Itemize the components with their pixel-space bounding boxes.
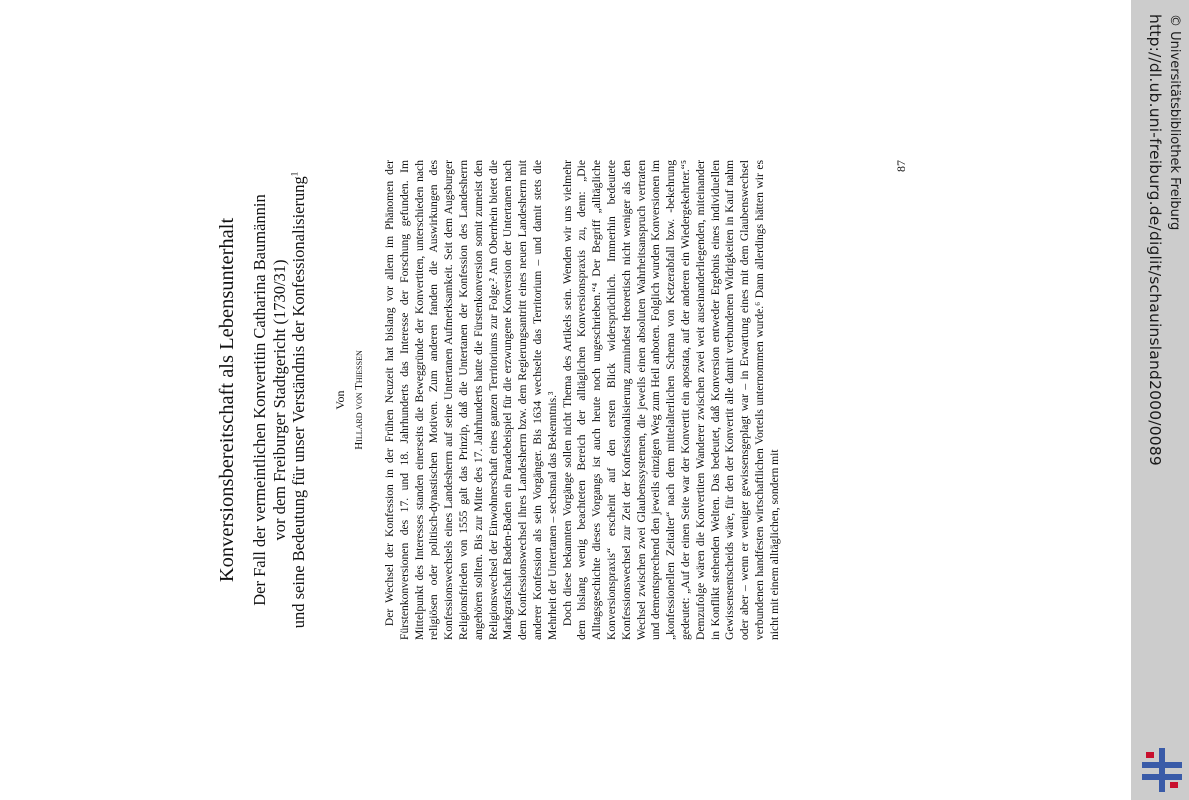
subtitle-line: vor dem Freiburger Stadtgericht (1730/31) bbox=[269, 259, 289, 541]
source-url[interactable]: http://dl.ub.uni-freiburg.de/diglit/schauinsland2000/0089 bbox=[1146, 14, 1164, 466]
subtitle-line: Der Fall der vermeintlichen Konvertitin Catharina Baumännin bbox=[250, 194, 269, 606]
body-paragraph: Der Wechsel der Konfession in der Frühen Neuzeit hat bislang vor allem im Phänomen der Fürstenkonversionen des 17. und 18. Jahrhunderts das Interesse der Forschung gefunden. Im Mittelpunkt des Interesses standen einerseits die Beweggründe der Konvertiten, unterschieden nach religiösen oder politisch-dynastischen Motiven. Zum anderen fanden die Auswirkungen des Konfessionswechsels eines Landesherrn auf seine Untertanen Aufmerksamkeit. Seit dem Augsburger Religionsfrieden von 1555 galt das Prinzip, daß die Untertanen der Konfession des Landesherrn angehören sollten. Bis zur Mitte des 17. Jahrhunderts hatte die Fürstenkonversion somit zumeist den Religionswechsel der Einwohnerschaft eines ganzen Territoriums zur Folge.² Am Oberrhein bietet die Markgrafschaft Baden-Baden ein Paradebeispiel für die erzwungene Konversion der Untertanen nach dem Konfessionswechsel ihres Landesherrn bzw. dem Regierungsantritt eines neuen Landesherrn mit anderer Konfession als sein Vorgänger. Bis 1634 wechselte das Territorium – und damit stets die Mehrheit der Untertanen – sechsmal das Bekenntnis.³ bbox=[383, 160, 559, 640]
copyright-notice: © Universitätsbibliothek Freiburg bbox=[1167, 14, 1182, 231]
scanned-page bbox=[215, 160, 935, 640]
article-subtitle bbox=[250, 160, 309, 640]
article-body bbox=[383, 160, 883, 640]
subtitle-line bbox=[289, 160, 309, 640]
footnote-marker: 1 bbox=[289, 171, 300, 177]
author-name: Hillard von Thiessen bbox=[353, 350, 365, 450]
library-logo-icon bbox=[1140, 748, 1184, 792]
byline: Von bbox=[333, 390, 347, 410]
subtitle-line-text: und seine Bedeutung für unser Verständnis der Konfessionalisierung bbox=[289, 176, 308, 629]
article-title: Konversionsbereitschaft als Lebensunterhalt bbox=[216, 217, 238, 583]
body-paragraph: Doch diese bekannten Vorgänge sollen nicht Thema des Artikels sein. Wenden wir uns vielmehr dem bislang wenig beachteten Bereich der alltäglichen Konversionspraxis zu, denn: „Die Alltagsgeschichte dieses Vorgangs ist auch heute noch ungeschrieben.“⁴ Der Begriff „alltägliche Konversionspraxis“ erscheint auf den ersten Blick widersprüchlich. Immerhin bedeutete Konfessionswechsel zur Zeit der Konfessionalisierung zumindest theoretisch nicht weniger als den Wechsel zwischen zwei Glaubenssystemen, die jeweils einen absoluten Wahrheitsanspruch vertraten und dementsprechend den jeweils einzigen Weg zum Heil anboten. Folglich wurden Konversionen im „konfessionellen Zeitalter“ nach dem mittelalterlichen Schema von Ketzerabfall bzw. -bekehrung gedeutet: „Auf der einen Seite war der Konvertit ein apostata, auf der anderen ein Wiedergekehrter.“⁵ Demzufolge wären die Konvertiten Wanderer zwischen zwei weit auseinanderliegenden, miteinander in Konflikt stehenden Welten. Das bedeutet, daß Konversion entweder Ergebnis eines individuellen Gewissensentscheids wäre, für den der Konvertit alle damit verbundenen Widrigkeiten in Kauf nahm oder aber – wenn er weniger gewissensgeplagt war – in Erwartung eines mit dem Glaubenswechsel verbundenen handfesten wirtschaftlichen Vorteils unternommen wurde.⁶ Dann allerdings hätten wir es nicht mit einem alltäglichen, sondern mit bbox=[560, 160, 781, 640]
page-number: 87 bbox=[894, 160, 908, 172]
